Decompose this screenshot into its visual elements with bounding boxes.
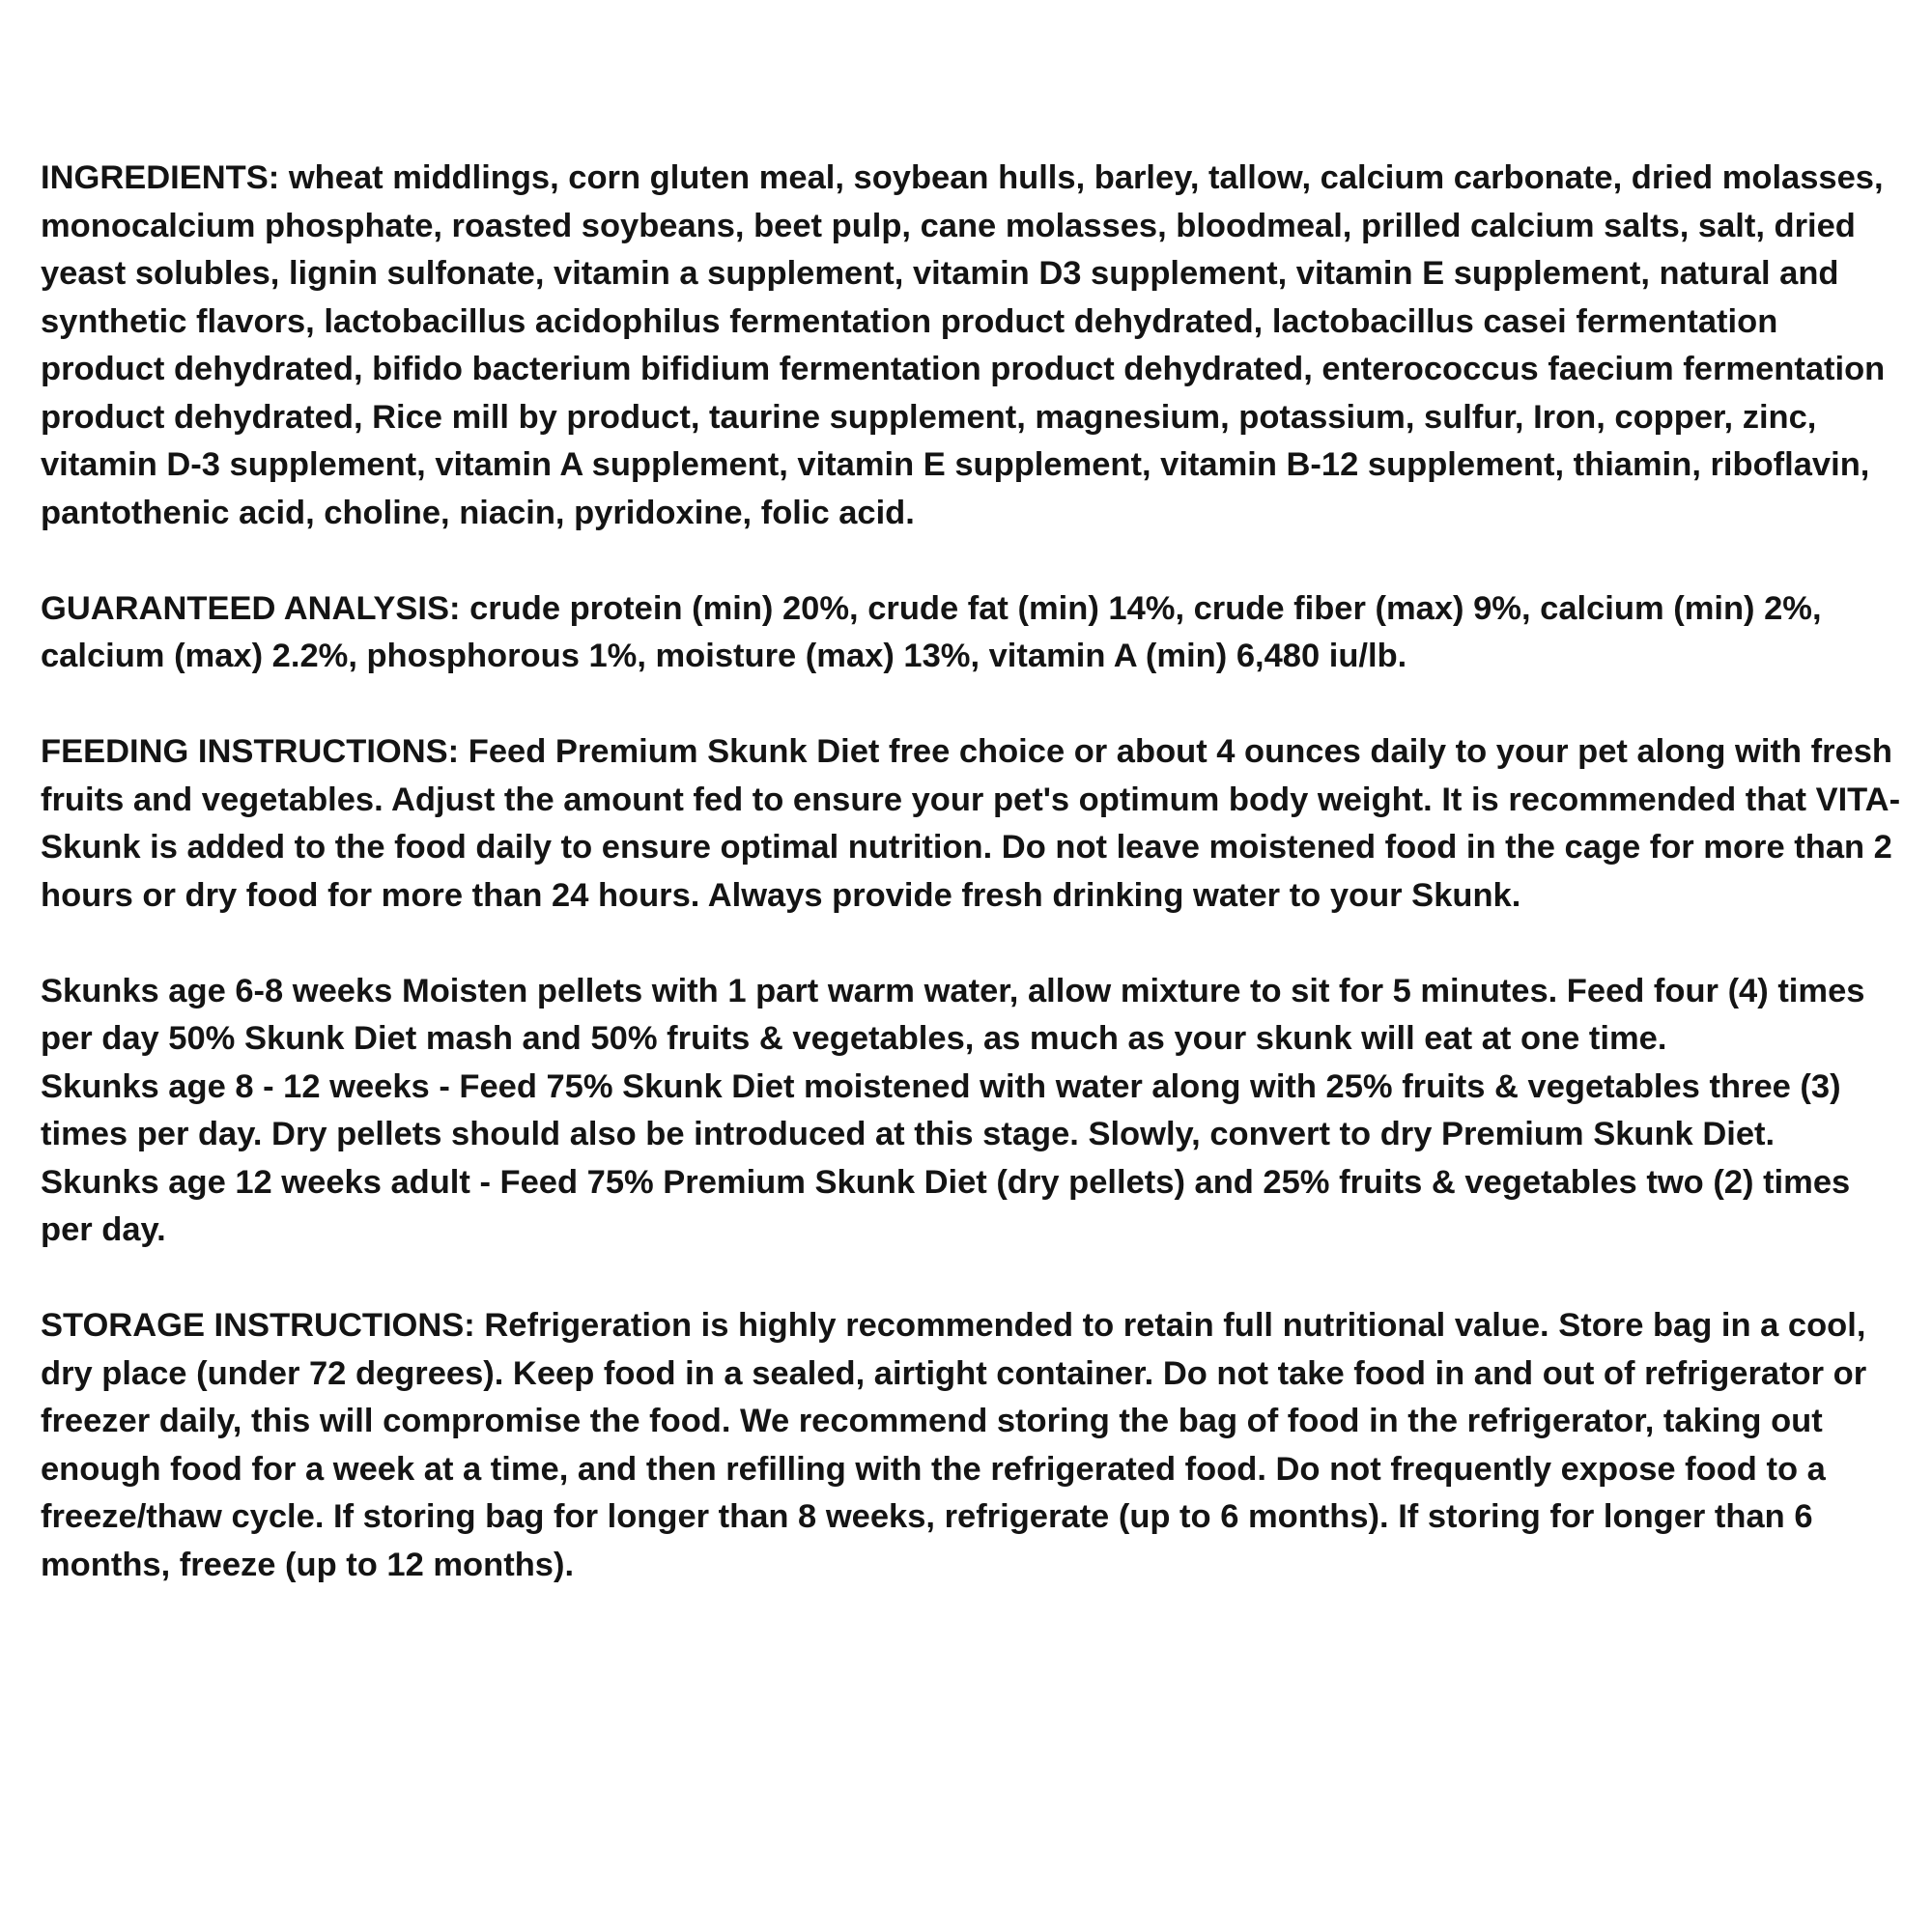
feeding-instructions-section [41,728,1905,920]
storage-instructions-paragraph: STORAGE INSTRUCTIONS: Refrigeration is highly recommended to retain full nutritional value. Store bag in a cool, dry place (under 72 degrees). Keep food in a sealed, airtight container. Do not take food in and out of refrigerator or freezer daily, this will compromise the food. We recommend storing the bag of food in the refrigerator, taking out enough food for a week at a time, and then refilling with the refrigerated food. Do not frequently expose food to a freeze/thaw cycle. If storing bag for longer than 8 weeks, refrigerate (up to 6 months). If storing for longer than 6 months, freeze (up to 12 months). [41,1307,1867,1583]
age-feeding-8-12-weeks: Skunks age 8 - 12 weeks - Feed 75% Skunk Diet moistened with water along with 25% fruits & vegetables three (3) times per day. Dry pellets should also be introduced at this stage. Slowly, convert to dry Premium Skunk Diet. [41,1067,1841,1152]
storage-instructions-section [41,1302,1905,1589]
ingredients-section [41,155,1905,537]
feeding-instructions-paragraph: FEEDING INSTRUCTIONS: Feed Premium Skunk Diet free choice or about 4 ounces daily to your pet along with fresh fruits and vegetables. Adjust the amount fed to ensure your pet's optimum body weight. It is recommended that VITA-Skunk is added to the food daily to ensure optimal nutrition. Do not leave moistened food in the cage for more than 2 hours or dry food for more than 24 hours. Always provide fresh drinking water to your Skunk. [41,733,1901,914]
guaranteed-analysis-section [41,585,1905,681]
age-feeding-12-weeks-adult: Skunks age 12 weeks adult - Feed 75% Premium Skunk Diet (dry pellets) and 25% fruits & vegetables two (2) times per day. [41,1163,1851,1248]
guaranteed-analysis-paragraph: GUARANTEED ANALYSIS: crude protein (min) 20%, crude fat (min) 14%, crude fiber (max) 9%, calcium (min) 2%, calcium (max) 2.2%, phosphorous 1%, moisture (max) 13%, vitamin A (min) 6,480 iu/lb. [41,589,1822,674]
ingredients-paragraph: INGREDIENTS: wheat middlings, corn gluten meal, soybean hulls, barley, tallow, calcium carbonate, dried molasses, monocalcium phosphate, roasted soybeans, beet pulp, cane molasses, bloodmeal, prilled calcium salts, salt, dried yeast solubles, lignin sulfonate, vitamin a supplement, vitamin D3 supplement, vitamin E supplement, natural and synthetic flavors, lactobacillus acidophilus fermentation product dehydrated, lactobacillus casei fermentation product dehydrated, bifido bacterium bifidium fermentation product dehydrated, enterococcus faecium fermentation product dehydrated, Rice mill by product, taurine supplement, magnesium, potassium, sulfur, Iron, copper, zinc, vitamin D-3 supplement, vitamin A supplement, vitamin E supplement, vitamin B-12 supplement, thiamin, riboflavin, pantothenic acid, choline, niacin, pyridoxine, folic acid. [41,159,1886,531]
age-feeding-section [41,968,1905,1255]
age-feeding-6-8-weeks: Skunks age 6-8 weeks Moisten pellets with 1 part warm water, allow mixture to sit for 5 minutes. Feed four (4) times per day 50% Skunk Diet mash and 50% fruits & vegetables, as much as your skunk will eat at one time. [41,972,1865,1057]
product-label-text [41,155,1905,1637]
